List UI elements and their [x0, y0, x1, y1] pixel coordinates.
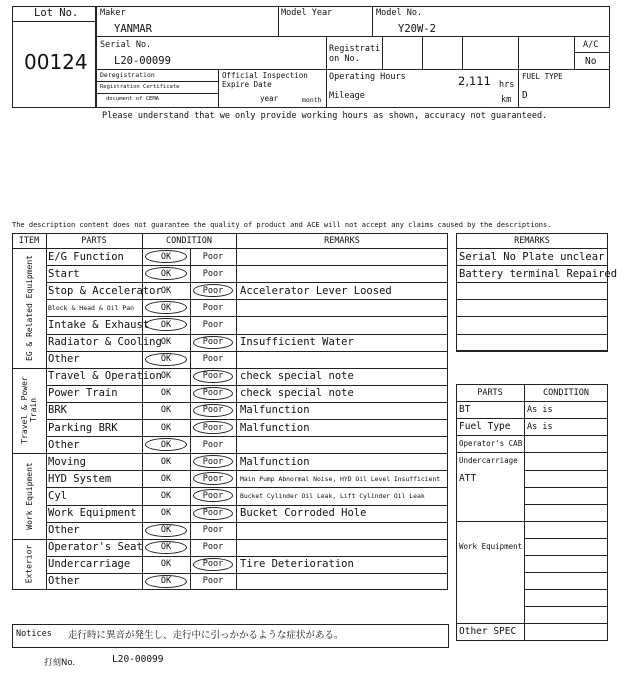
side-part-name: ATT	[459, 472, 477, 484]
selected-condition-circle	[145, 250, 187, 263]
side-parts-header: PARTS	[477, 387, 503, 398]
lot-number: 00124	[24, 50, 88, 74]
side-remarks-rule	[456, 316, 608, 317]
disclaimer: The description content does not guarantee the quality of product and ACE will not accept any claims caused by the descriptions.	[12, 221, 552, 229]
poor-mark: Poor	[202, 285, 224, 296]
part-name: Intake & Exhaust	[48, 318, 150, 331]
side-part-name: Fuel Type	[459, 421, 511, 433]
part-name: Stop & Accelerator	[48, 284, 162, 297]
side-part-condition	[527, 623, 606, 640]
remark-text: Malfunction	[240, 421, 310, 434]
ok-mark: OK	[160, 576, 172, 587]
inspection-label: Official Inspection Expire Date	[222, 71, 308, 89]
model-value: Y20W-2	[398, 23, 436, 35]
dereg-cert: Registration Certificate	[100, 84, 180, 90]
ok-mark: OK	[160, 319, 172, 330]
side-part-condition	[527, 470, 606, 487]
part-name: E/G Function	[48, 250, 124, 263]
poor-mark: Poor	[202, 525, 224, 536]
side-parts-rule	[456, 521, 608, 522]
ok-mark: OK	[160, 422, 172, 433]
remark-text: Bucket Corroded Hole	[240, 507, 367, 520]
selected-condition-circle	[193, 421, 233, 434]
poor-mark: Poor	[202, 542, 224, 553]
maker-value: YANMAR	[114, 23, 152, 35]
ok-mark: OK	[160, 371, 172, 382]
poor-mark: Poor	[202, 302, 224, 313]
hours-value: 2,111	[458, 74, 491, 88]
side-remarks-rule	[456, 299, 608, 300]
ok-mark: OK	[160, 285, 172, 296]
stamp-value: L20-00099	[112, 654, 164, 665]
ok-mark: OK	[160, 251, 172, 262]
part-name: Undercarriage	[48, 558, 131, 571]
part-name: Other	[48, 438, 80, 451]
side-parts-rule	[524, 555, 608, 556]
poor-mark: Poor	[202, 251, 224, 262]
ok-mark: OK	[160, 456, 172, 467]
selected-condition-circle	[193, 336, 233, 349]
remark-text	[240, 316, 446, 333]
part-name: Operator's Seat	[48, 541, 143, 554]
side-part-condition	[527, 435, 606, 452]
part-name: Other	[48, 353, 80, 366]
side-condition-header: CONDITION	[542, 387, 590, 398]
mileage-label: Mileage	[329, 91, 365, 101]
ok-mark: OK	[160, 490, 172, 501]
poor-mark: Poor	[202, 319, 224, 330]
selected-condition-circle	[193, 507, 233, 520]
poor-mark: Poor	[202, 490, 224, 501]
group-label: Work Equipment	[24, 462, 34, 530]
selected-condition-circle	[145, 524, 187, 537]
dereg-label: Deregistration	[100, 71, 155, 79]
poor-mark: Poor	[202, 405, 224, 416]
registration-label: Registrati on No.	[329, 44, 381, 64]
poor-mark: Poor	[202, 371, 224, 382]
model-year-label: Model Year	[281, 8, 333, 18]
remark-text: Tire Deterioration	[240, 558, 354, 571]
side-part-name: Undercarriage	[459, 456, 518, 466]
notices-text: 走行時に異音が発生し、走行中に引っかかるような症状がある。	[68, 630, 344, 641]
side-parts-rule	[524, 589, 608, 590]
part-name: HYD System	[48, 472, 112, 485]
side-remarks-header: REMARKS	[514, 235, 550, 246]
dereg-doc: document of CEMA	[106, 96, 159, 102]
side-parts-rule	[524, 487, 608, 488]
group-label: EG & Related Equipment	[24, 254, 34, 361]
remark-text	[240, 351, 446, 368]
ok-mark: OK	[160, 525, 172, 536]
remark-text: Insufficient Water	[240, 336, 354, 349]
part-name: Cyl	[48, 489, 67, 502]
part-name: Other	[48, 524, 80, 537]
column-rule	[236, 233, 237, 590]
serial-label: Serial No.	[100, 40, 152, 50]
group-label: Exterior	[24, 545, 34, 584]
side-part-condition: As is	[527, 404, 553, 415]
remark-text: Malfunction	[240, 404, 310, 417]
side-parts-rule	[524, 572, 608, 573]
selected-condition-circle	[193, 404, 233, 417]
serial-value: L20-00099	[114, 55, 171, 67]
poor-mark: Poor	[202, 422, 224, 433]
selected-condition-circle	[193, 558, 233, 571]
ok-mark: OK	[160, 302, 172, 313]
side-remarks-rule	[456, 282, 608, 283]
ok-mark: OK	[160, 405, 172, 416]
selected-condition-circle	[193, 370, 233, 383]
header-remarks: REMARKS	[324, 235, 360, 246]
poor-mark: Poor	[202, 576, 224, 587]
remark-text	[240, 436, 446, 453]
remark-text	[240, 265, 446, 282]
hours-notice: Please understand that we only provide working hours as shown, accuracy not guaranteed.	[102, 111, 548, 121]
remark-text	[240, 248, 446, 265]
part-name: Radiator & Cooling	[48, 336, 162, 349]
ok-mark: OK	[160, 354, 172, 365]
mileage-unit: km	[501, 95, 512, 105]
header-parts: PARTS	[81, 235, 107, 246]
side-part-condition: As is	[527, 421, 553, 432]
side-part-name: Other SPEC	[459, 626, 517, 638]
remark-text	[240, 522, 446, 539]
lot-label: Lot No.	[34, 7, 79, 19]
ac-value: No	[585, 56, 597, 67]
poor-mark: Poor	[202, 388, 224, 399]
ok-mark: OK	[160, 268, 172, 279]
part-name: Travel & Operation	[48, 370, 162, 383]
side-remarks-rule	[456, 351, 608, 352]
maker-label: Maker	[100, 8, 126, 18]
ok-mark: OK	[160, 508, 172, 519]
side-part-condition	[527, 452, 606, 469]
selected-condition-circle	[193, 387, 233, 400]
remark-text	[240, 539, 446, 556]
remark-text: Bucket Cylinder Oil Leak, Lift Cylinder Oil Leak	[240, 491, 425, 500]
part-name: BRK	[48, 404, 67, 417]
selected-condition-circle	[145, 353, 187, 366]
notices-label: Notices	[16, 629, 52, 639]
header-item: ITEM	[18, 235, 40, 246]
side-remark-line: Battery terminal Repaired	[459, 267, 618, 280]
poor-mark: Poor	[202, 337, 224, 348]
ok-mark: OK	[160, 542, 172, 553]
side-part-name: Operator's CAB	[459, 439, 523, 449]
fuel-type-value: D	[522, 90, 528, 101]
hours-label: Operating Hours	[329, 72, 406, 82]
poor-mark: Poor	[202, 439, 224, 450]
side-part-condition	[527, 538, 606, 555]
ac-label: A/C	[583, 40, 599, 50]
side-remark-line: Serial No Plate unclear	[459, 250, 605, 263]
selected-condition-circle	[145, 575, 187, 588]
remark-text: Main Pump Abnormal Noise, HYD Oil Level Insufficient	[240, 474, 441, 483]
side-part-name: Work Equipment	[459, 541, 523, 551]
side-parts-divider	[524, 384, 525, 641]
year-label: year	[260, 94, 279, 103]
remark-text: check special note	[240, 387, 354, 400]
part-name: Work Equipment	[48, 507, 137, 520]
side-parts-rule	[524, 606, 608, 607]
ok-mark: OK	[160, 439, 172, 450]
part-name: Other	[48, 575, 80, 588]
poor-mark: Poor	[202, 508, 224, 519]
ok-mark: OK	[160, 559, 172, 570]
poor-mark: Poor	[202, 354, 224, 365]
ok-mark: OK	[160, 388, 172, 399]
model-label: Model No.	[376, 8, 423, 18]
part-name: Moving	[48, 455, 86, 468]
poor-mark: Poor	[202, 456, 224, 467]
part-name: Block & Head & Oil Pan	[48, 303, 135, 312]
header-condition: CONDITION	[165, 235, 213, 246]
poor-mark: Poor	[202, 268, 224, 279]
remark-text	[240, 299, 446, 316]
part-name: Parking BRK	[48, 421, 118, 434]
ok-mark: OK	[160, 337, 172, 348]
month-label: month	[302, 96, 322, 104]
part-name: Start	[48, 267, 80, 280]
remark-text: Malfunction	[240, 455, 310, 468]
fuel-type-label: FUEL TYPE	[522, 72, 563, 81]
side-remarks-rule	[456, 334, 608, 335]
side-part-name: BT	[459, 404, 471, 416]
side-parts-rule	[524, 504, 608, 505]
remark-text: check special note	[240, 370, 354, 383]
remark-text: Accelerator Lever Loosed	[240, 284, 392, 297]
selected-condition-circle	[145, 541, 187, 554]
part-name: Power Train	[48, 387, 118, 400]
group-label: Travel & Power Train	[20, 376, 38, 445]
column-rule	[46, 233, 47, 590]
poor-mark: Poor	[202, 473, 224, 484]
hours-unit: hrs	[499, 80, 515, 90]
ok-mark: OK	[160, 473, 172, 484]
remark-text	[240, 573, 446, 590]
stamp-label: 打刻No.	[44, 658, 76, 668]
poor-mark: Poor	[202, 559, 224, 570]
